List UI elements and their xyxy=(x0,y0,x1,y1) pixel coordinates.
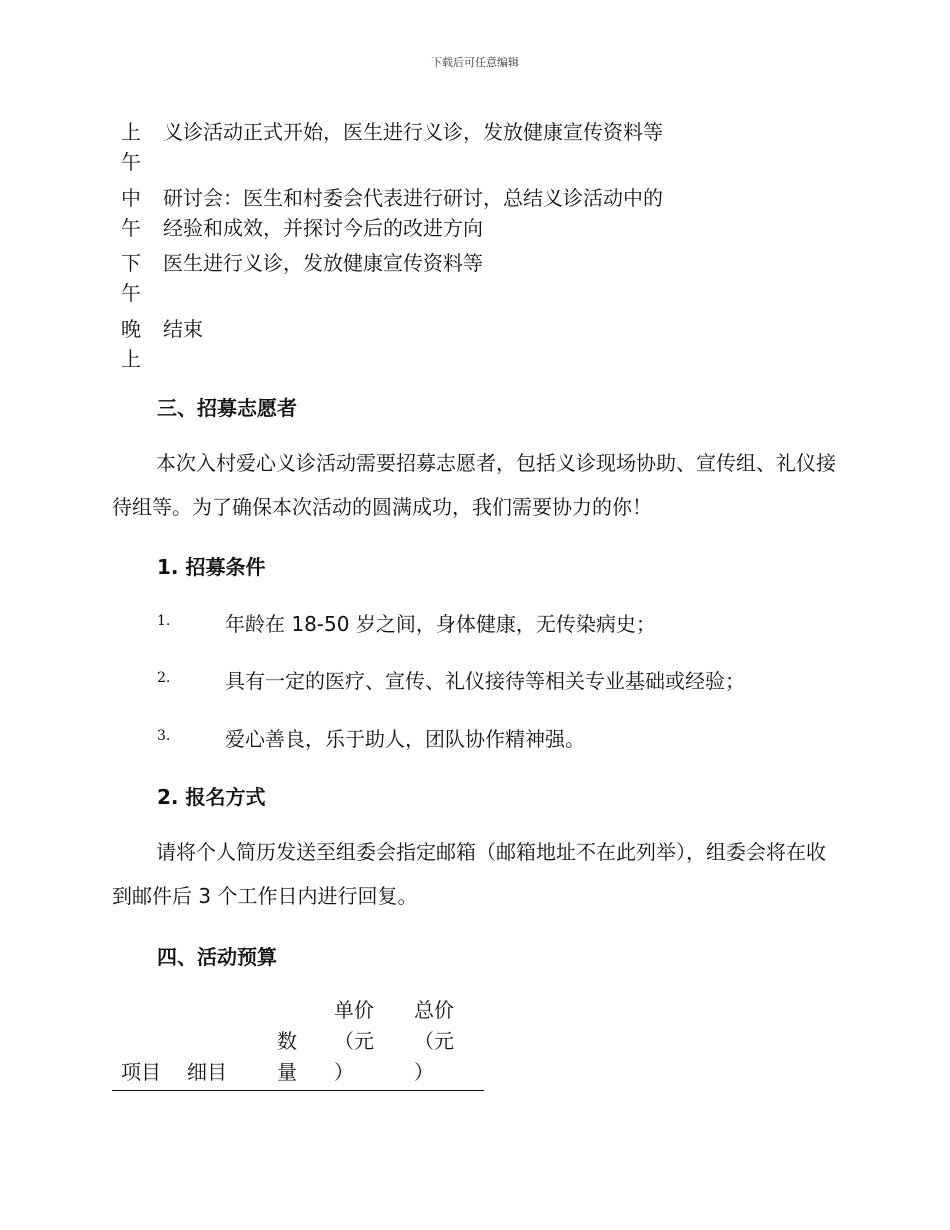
schedule-time: 晚上 xyxy=(121,317,141,371)
table-header-qty: 数 xyxy=(277,1029,297,1053)
schedule-time: 下午 xyxy=(121,251,141,305)
schedule-desc: 医生进行义诊，发放健康宣传资料等 xyxy=(163,251,483,275)
list-number: 1. xyxy=(157,613,171,629)
table-header-unit-price: 单价 xyxy=(334,998,374,1022)
section-heading-volunteers: 三、招募志愿者 xyxy=(157,396,297,420)
table-header-detail: 细目 xyxy=(187,1060,227,1084)
schedule-desc: 结束 xyxy=(163,317,203,341)
table-header-item: 项目 xyxy=(121,1060,161,1084)
table-header-total-price: ） xyxy=(414,1060,434,1084)
budget-table xyxy=(112,995,484,1091)
table-header-total-price: 总价 xyxy=(414,998,454,1022)
schedule-desc: 义诊活动正式开始，医生进行义诊，发放健康宣传资料等 xyxy=(163,120,663,144)
list-number: 3. xyxy=(157,728,171,744)
subheading-conditions: 1. 招募条件 xyxy=(157,555,266,579)
list-text: 爱心善良，乐于助人，团队协作精神强。 xyxy=(225,727,585,751)
schedule-time: 中午 xyxy=(121,186,141,240)
volunteers-intro: 本次入村爱心义诊活动需要招募志愿者，包括义诊现场协助、宣传组、礼仪接待组等。为了确保本次活动的圆满成功，我们需要协力的你！ xyxy=(112,451,836,519)
list-number: 2. xyxy=(157,670,171,686)
schedule-desc: 研讨会：医生和村委会代表进行研讨，总结义诊活动中的经验和成效，并探讨今后的改进方向 xyxy=(163,186,663,240)
list-text: 具有一定的医疗、宣传、礼仪接待等相关专业基础或经验； xyxy=(225,669,745,693)
subheading-signup: 2. 报名方式 xyxy=(157,785,266,809)
signup-instructions: 请将个人简历发送至组委会指定邮箱（邮箱地址不在此列举），组委会将在收到邮件后 3 个工作日内进行回复。 xyxy=(112,840,826,908)
section-heading-budget: 四、活动预算 xyxy=(157,945,277,969)
schedule-time: 上午 xyxy=(121,120,141,174)
list-text: 年龄在 18-50 岁之间，身体健康，无传染病史； xyxy=(225,612,656,636)
page-header: 下载后可任意编辑 xyxy=(431,56,519,69)
table-header-qty: 量 xyxy=(277,1060,297,1084)
table-header-unit-price: ） xyxy=(334,1060,354,1084)
table-header-unit-price: （元 xyxy=(334,1029,374,1053)
table-header-total-price: （元 xyxy=(414,1029,454,1053)
